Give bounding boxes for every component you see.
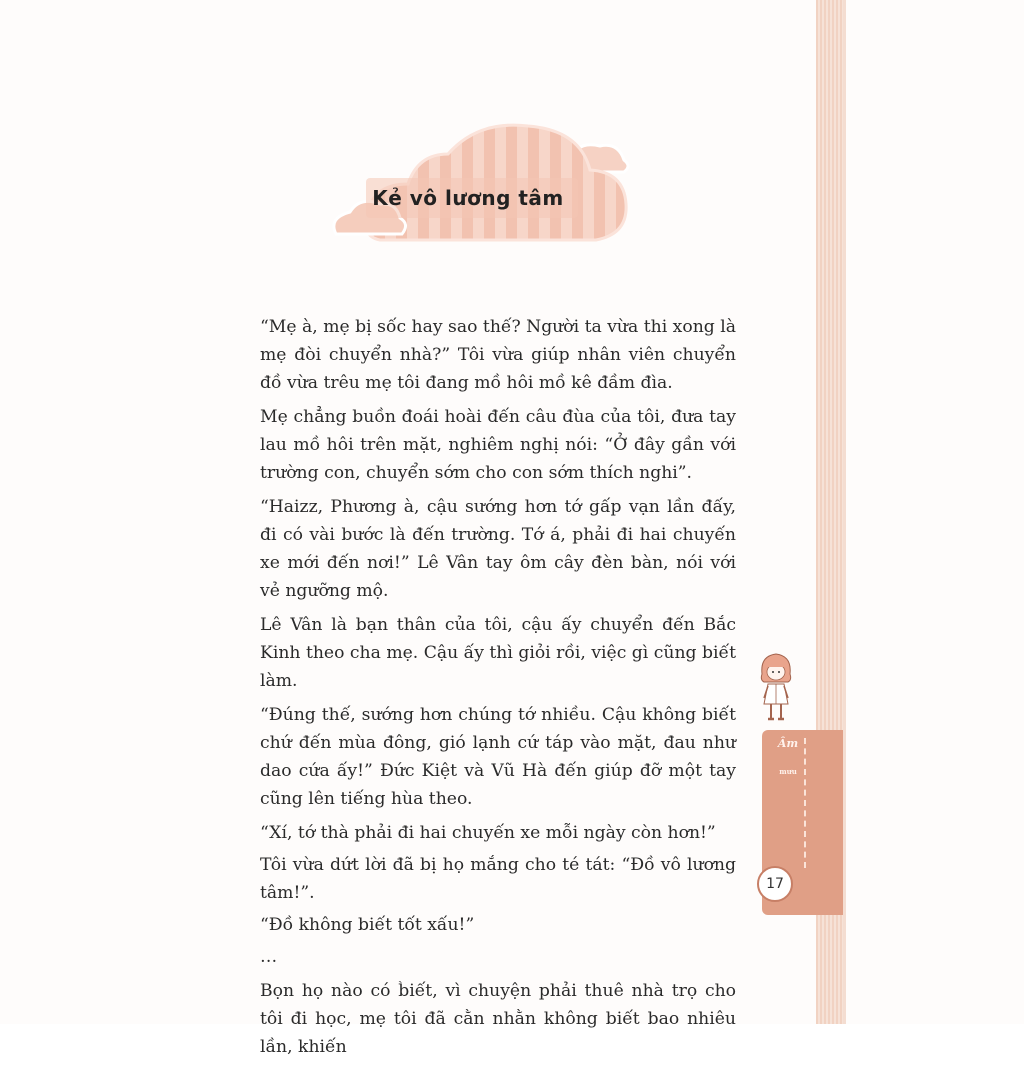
tab-label-line1: Âm — [777, 737, 799, 750]
paragraph: Mẹ chẳng buồn đoái hoài đến câu đùa của tôi, đưa tay lau mồ hôi trên mặt, nghiêm nghị nói: “Ở đây gần với trường con, chuyển sớm cho con sớm thích nghi”. — [260, 407, 736, 483]
chapter-body — [260, 313, 736, 1067]
paragraph: Bọn họ nào có biết, vì chuyện phải thuê nhà trọ cho tôi đi học, mẹ tôi đã cằn nhằn không biết bao nhiêu lần, khiến — [260, 981, 736, 1057]
paragraph: “Đúng thế, sướng hơn chúng tớ nhiều. Cậu không biết chứ đến mùa đông, gió lạnh cứ táp vào mặt, đau như dao cứa ấy!” Đức Kiệt và Vũ Hà đến giúp đỡ một tay cũng lên tiếng hùa theo. — [260, 705, 736, 809]
paragraph: Tôi vừa dứt lời đã bị họ mắng cho té tát: “Đồ vô lương tâm!”. — [260, 855, 736, 903]
girl-mascot-icon — [756, 652, 796, 724]
tab-dashed-line — [804, 738, 806, 868]
print-mark: ˏ — [398, 968, 403, 984]
paragraph: “Mẹ à, mẹ bị sốc hay sao thế? Người ta vừa thi xong là mẹ đòi chuyển nhà?” Tôi vừa giúp nhân viên chuyển đồ vừa trêu mẹ tôi đang mồ hôi mồ kê đầm đìa. — [260, 317, 736, 393]
paragraph: Lê Vân là bạn thân của tôi, cậu ấy chuyển đến Bắc Kinh theo cha mẹ. Cậu ấy thì giỏi rồi, việc gì cũng biết làm. — [260, 615, 736, 691]
title-cloud-illustration — [330, 122, 630, 244]
paragraph: “Xí, tớ thà phải đi hai chuyến xe mỗi ngày còn hơn!” — [260, 823, 716, 843]
paragraph: “Haizz, Phương à, cậu sướng hơn tớ gấp vạn lần đấy, đi có vài bước là đến trường. Tớ á, phải đi hai chuyến xe mới đến nơi!” Lê Vân tay ôm cây đèn bàn, nói với vẻ ngưỡng mộ. — [260, 497, 736, 601]
page-number: 17 — [757, 866, 793, 902]
tab-label-line2: mưu — [779, 767, 797, 776]
chapter-title: Kẻ vô lương tâm — [372, 186, 564, 210]
paragraph: … — [260, 947, 278, 967]
paragraph: “Đồ không biết tốt xấu!” — [260, 915, 475, 935]
